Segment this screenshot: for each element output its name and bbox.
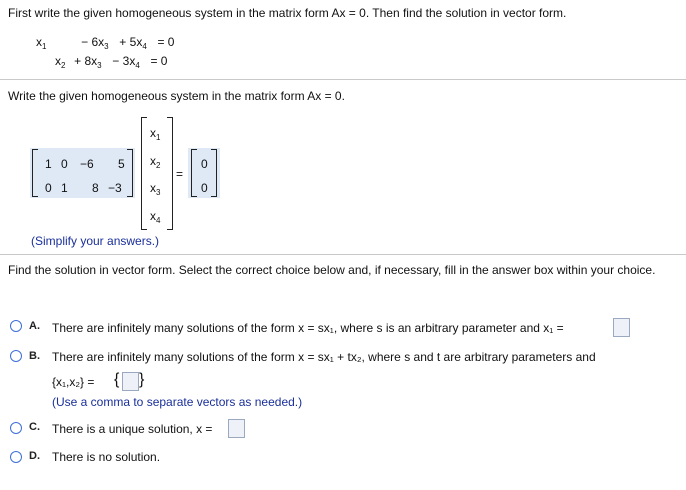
option-b-letter: B. [29,350,40,362]
vector-x-entry: $x_1$ [150,126,161,142]
matrix-cell: 0 [45,181,52,195]
option-b-note: (Use a comma to separate vectors as needed.) [52,395,303,409]
divider [0,79,686,80]
matrix-cell: 1 [61,181,68,195]
option-b-open-brace: { [114,371,120,388]
option-d-text: There is no solution. [52,450,161,464]
option-a-text: There are infinitely many solutions of the form x = sx₁, where s is an arbitrary parameter and x₁ = [52,321,564,335]
option-d-radio[interactable] [10,451,22,463]
vector-x-entry: $x_4$ [150,209,161,225]
option-c-text: There is a unique solution, x = [52,422,213,436]
matrix-a-right-bracket [127,149,133,197]
option-a-answer-box[interactable] [613,318,630,337]
matrix-cell: 1 [45,157,52,171]
vector-x-left-bracket [141,117,147,230]
zero-vector-left-bracket [191,149,197,197]
instruction-text: First write the given homogeneous system in the matrix form Ax = 0. Then find the solution in vector form. [8,6,567,20]
option-a-radio[interactable] [10,320,22,332]
matrix-cell: 8 [92,181,99,195]
option-b-text: There are infinitely many solutions of the form x = sx₁ + tx₂, where s and t are arbitrary parameters and [52,350,596,364]
option-c-letter: C. [29,421,40,433]
zero-vector-entry: 0 [201,157,208,171]
matrix-a-left-bracket [32,149,38,197]
vector-x-entry: $x_2$ [150,154,161,170]
option-c-radio[interactable] [10,422,22,434]
matrix-cell: 0 [61,157,68,171]
zero-vector-entry: 0 [201,181,208,195]
part2-prompt: Find the solution in vector form. Select the correct choice below and, if necessary, fill in the answer box within your choice. [8,263,656,277]
option-b-set-label: {x₁,x₂} = [52,375,95,389]
option-c-answer-box[interactable] [228,419,245,438]
equation-1: $x_1 - 6x_3 + 5x_4 = 0$ [36,35,175,51]
zero-vector-right-bracket [211,149,217,197]
option-b-radio[interactable] [10,350,22,362]
equation-2: $x_2 + 8x_3 - 3x_4 = 0$ [55,54,168,70]
option-b-close-brace: } [139,371,145,388]
matrix-cell: −3 [108,181,122,195]
equals-sign: = [176,167,184,181]
option-a-letter: A. [29,320,40,332]
vector-x-entry: $x_3$ [150,181,161,197]
option-d-letter: D. [29,450,40,462]
part1-prompt: Write the given homogeneous system in the matrix form Ax = 0. [8,89,345,103]
vector-x-right-bracket [167,117,173,230]
simplify-hint: (Simplify your answers.) [31,234,160,248]
matrix-cell: 5 [118,157,125,171]
matrix-cell: −6 [80,157,94,171]
divider [0,254,686,255]
option-b-answer-box[interactable] [122,372,139,391]
